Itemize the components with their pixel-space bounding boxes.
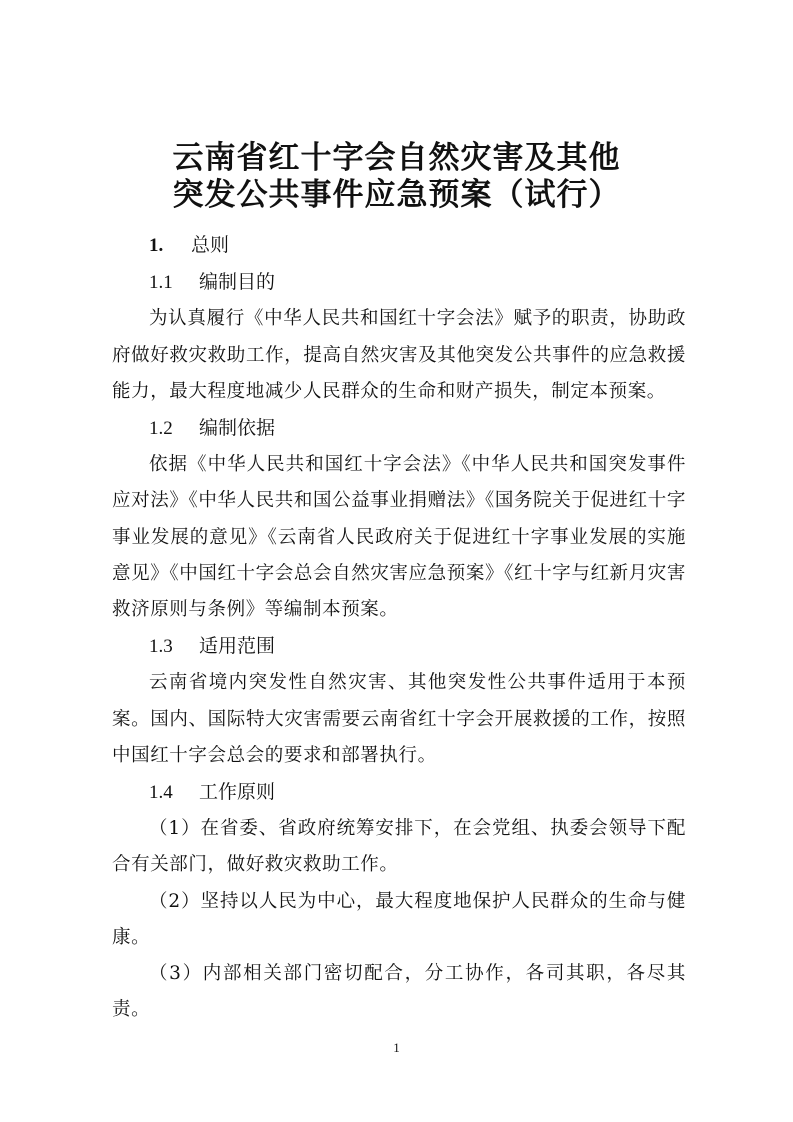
section-title: 编制目的	[199, 271, 276, 294]
paragraph: 为认真履行《中华人民共和国红十字会法》赋予的职责，协助政府做好救灾救助工作，提高自然灾害及其他突发公共事件的应急救援能力，最大程度地减少人民群众的生命和财产损失，制定本预案。	[112, 308, 686, 402]
section-heading-1-4	[112, 774, 686, 811]
paragraph: 云南省境内突发性自然灾害、其他突发性公共事件适用于本预案。国内、国际特大灾害需要云南省红十字会开展救援的工作，按照中国红十字会总会的要求和部署执行。	[112, 672, 686, 766]
section-heading-1-1	[112, 264, 686, 301]
paragraph: 依据《中华人民共和国红十字会法》《中华人民共和国突发事件应对法》《中华人民共和国公益事业捐赠法》《国务院关于促进红十字事业发展的意见》《云南省人民政府关于促进红十字事业发展的实施意见》《中国红十字会总会自然灾害应急预案》《红十字与红新月灾害救济原则与条例》等编制本预案。	[112, 454, 686, 621]
title-line-2: 突发公共事件应急预案（试行）	[172, 177, 621, 213]
section-number: 1.3	[149, 636, 173, 658]
page-number: 1	[393, 1040, 400, 1055]
section-number: 1.2	[149, 418, 173, 440]
document-title	[0, 140, 793, 214]
section-heading-1-3	[112, 628, 686, 665]
chapter-title: 总则	[191, 234, 230, 256]
section-title: 适用范围	[199, 635, 276, 658]
section-title: 编制依据	[199, 417, 276, 440]
section-number: 1.1	[149, 272, 173, 294]
paragraph: （1）在省委、省政府统筹安排下，在会党组、执委会领导下配合有关部门，做好救灾救助工作。	[112, 818, 686, 876]
title-line-1: 云南省红十字会自然灾害及其他	[172, 140, 621, 176]
section-title: 工作原则	[199, 781, 276, 804]
paragraph: （2）坚持以人民为中心，最大程度地保护人民群众的生命与健康。	[112, 890, 686, 948]
chapter-heading	[112, 227, 686, 264]
section-number: 1.4	[149, 782, 173, 804]
paragraph: （3）内部相关部门密切配合，分工协作，各司其职，各尽其责。	[112, 963, 686, 1021]
section-heading-1-2	[112, 410, 686, 447]
chapter-number: 1.	[149, 235, 164, 256]
document-body	[112, 227, 686, 1028]
